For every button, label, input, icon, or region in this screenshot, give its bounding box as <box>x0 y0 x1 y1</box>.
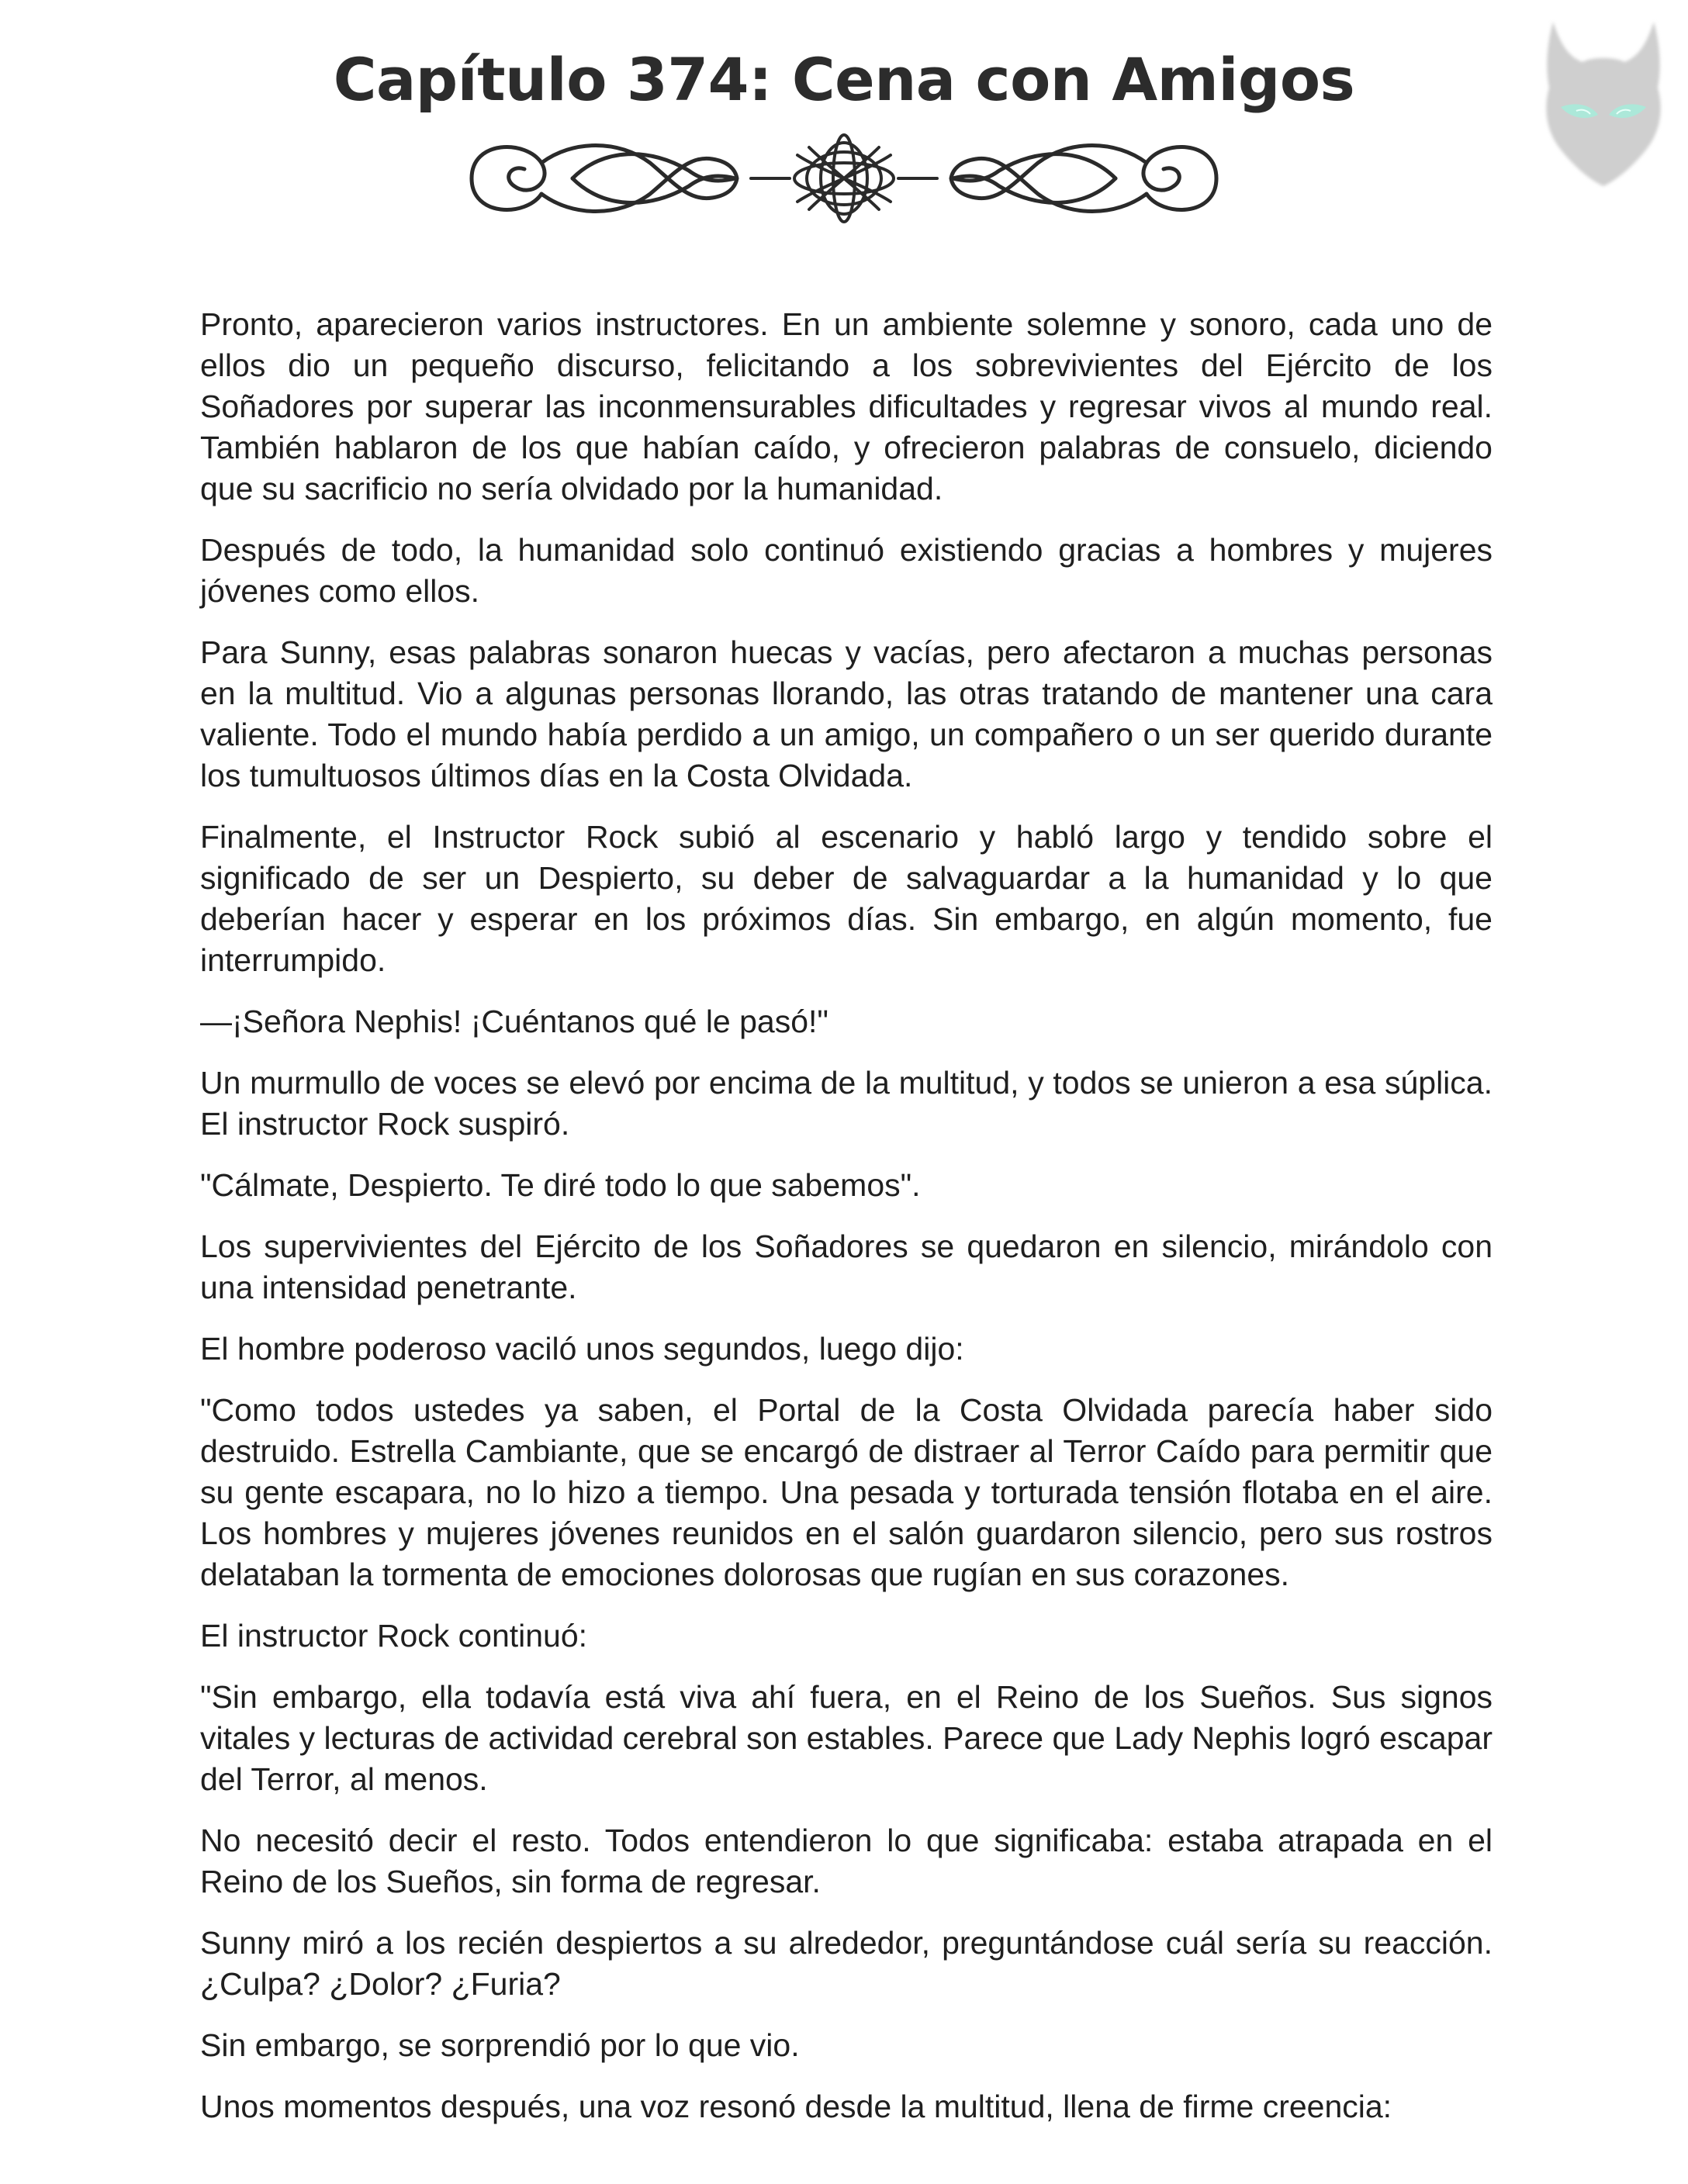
paragraph: El hombre poderoso vaciló unos segundos, luego dijo: <box>200 1331 964 1367</box>
chapter-body <box>200 304 1493 2148</box>
paragraph: Unos momentos después, una voz resonó desde la multitud, llena de firme creencia: <box>200 2089 1392 2124</box>
flourish-divider-icon <box>456 124 1232 233</box>
paragraph: El instructor Rock continuó: <box>200 1618 588 1654</box>
paragraph: Finalmente, el Instructor Rock subió al escenario y habló largo y tendido sobre el significado de ser un Despierto, su deber de salvaguardar a la humanidad y lo que deberían hacer y esperar en los próximos días. Sin embargo, en algún momento, fue interrumpido. <box>200 819 1493 978</box>
paragraph: Sin embargo, se sorprendió por lo que vio. <box>200 2027 800 2063</box>
paragraph: "Sin embargo, ella todavía está viva ahí fuera, en el Reino de los Sueños. Sus signos vitales y lecturas de actividad cerebral son estables. Parece que Lady Nephis logró escapar del Terror, al menos. <box>200 1679 1493 1797</box>
paragraph: Después de todo, la humanidad solo continuó existiendo gracias a hombres y mujeres jóvenes como ellos. <box>200 532 1493 609</box>
horned-mask-logo-icon <box>1530 14 1677 192</box>
paragraph: Sunny miró a los recién despiertos a su alrededor, preguntándose cuál sería su reacción. ¿Culpa? ¿Dolor? ¿Furia? <box>200 1925 1493 2002</box>
paragraph: Para Sunny, esas palabras sonaron huecas y vacías, pero afectaron a muchas personas en la multitud. Vio a algunas personas llorando, las otras tratando de mantener una cara valiente. Todo el mundo había perdido a un amigo, un compañero o un ser querido durante los tumultuosos últimos días en la Costa Olvidada. <box>200 634 1493 793</box>
paragraph: "Cálmate, Despierto. Te diré todo lo que sabemos". <box>200 1167 921 1203</box>
paragraph: —¡Señora Nephis! ¡Cuéntanos qué le pasó!" <box>200 1004 828 1039</box>
paragraph: No necesitó decir el resto. Todos entendieron lo que significaba: estaba atrapada en el Reino de los Sueños, sin forma de regresar. <box>200 1823 1493 1899</box>
paragraph: "Como todos ustedes ya saben, el Portal de la Costa Olvidada parecía haber sido destruido. Estrella Cambiante, que se encargó de distraer al Terror Caído para permitir que su gente escapara, no lo hizo a tiempo. Una pesada y torturada tensión flotaba en el aire. Los hombres y mujeres jóvenes reunidos en el salón guardaron silencio, pero sus rostros delataban la tormenta de emociones dolorosas que rugían en sus corazones. <box>200 1392 1493 1592</box>
paragraph: Pronto, aparecieron varios instructores. En un ambiente solemne y sonoro, cada uno de ellos dio un pequeño discurso, felicitando a los sobrevivientes del Ejército de los Soñadores por superar las inconmensurables dificultades y regresar vivos al mundo real. También hablaron de los que habían caído, y ofrecieron palabras de consuelo, diciendo que su sacrificio no sería olvidado por la humanidad. <box>200 306 1493 506</box>
paragraph: Los supervivientes del Ejército de los Soñadores se quedaron en silencio, mirándolo con una intensidad penetrante. <box>200 1228 1493 1305</box>
paragraph: Un murmullo de voces se elevó por encima de la multitud, y todos se unieron a esa súplica. El instructor Rock suspiró. <box>200 1065 1493 1142</box>
page-title: Capítulo 374: Cena con Amigos <box>333 45 1355 114</box>
